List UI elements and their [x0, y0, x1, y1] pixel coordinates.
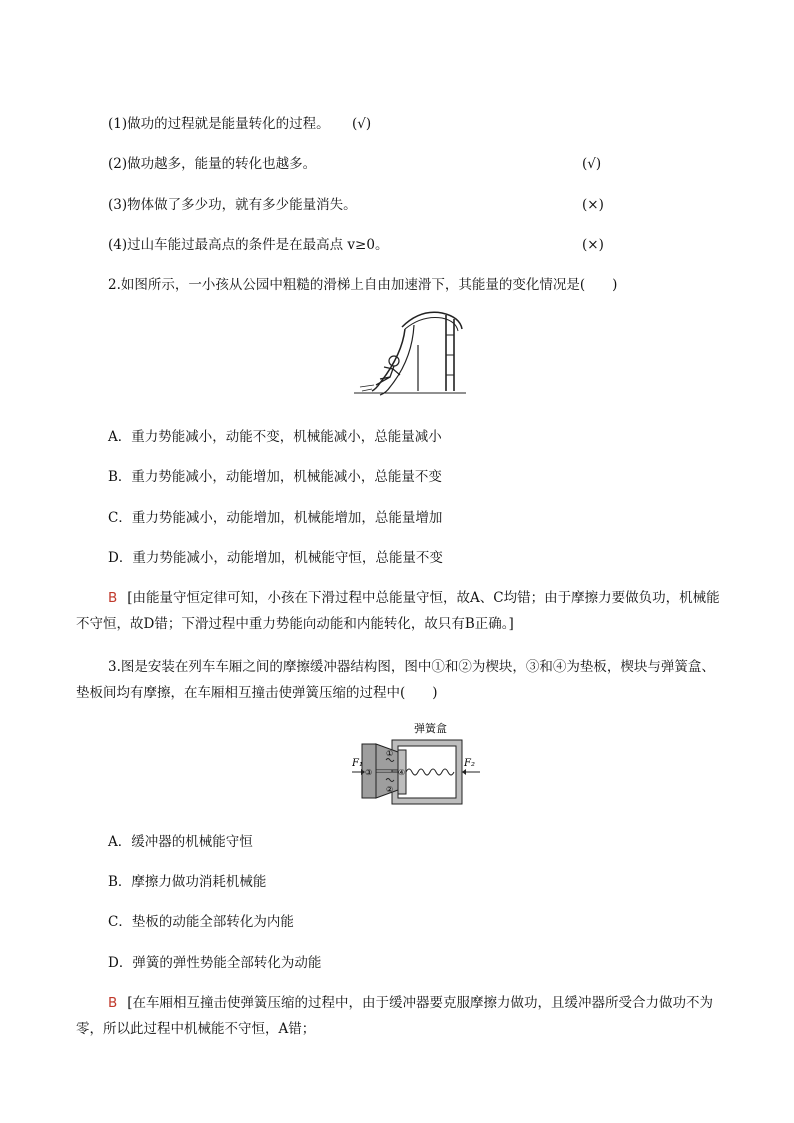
- question-3-stem: 3.图是安装在列车车厢之间的摩擦缓冲器结构图，图中①和②为楔块，③和④为垫板，楔块与弹簧盒、垫板间均有摩擦，在车厢相互撞击使弹簧压缩的过程中( ): [76, 659, 715, 701]
- wedge-1-label: ①: [386, 749, 394, 758]
- slide-figure: [350, 305, 470, 403]
- question-3-option-d: D．弹簧的弹性势能全部转化为动能: [108, 955, 322, 971]
- judgment-2-text: (2)做功越多，能量的转化也越多。: [108, 156, 317, 172]
- pad-3-label: ③: [365, 768, 373, 777]
- judgment-3-text: (3)物体做了多少功，就有多少能量消失。: [108, 197, 357, 213]
- judgment-3-mark: (×): [582, 197, 604, 213]
- force-f2-label: F₂: [464, 758, 475, 769]
- question-3-explanation: [在车厢相互撞击使弹簧压缩的过程中，由于缓冲器要克服摩擦力做功，且缓冲器所受合力做功不为零，所以此过程中机械能不守恒，A错；: [76, 995, 714, 1037]
- question-2-stem: 2.如图所示，一小孩从公园中粗糙的滑梯上自由加速滑下，其能量的变化情况是( ): [108, 277, 618, 293]
- judgment-2-mark: (√): [582, 156, 602, 172]
- question-2-option-a: A．重力势能减小，动能不变，机械能减小，总能量减小: [108, 429, 442, 445]
- question-3-option-b: B．摩擦力做功消耗机械能: [108, 874, 267, 890]
- spring-box-label: 弹簧盒: [414, 722, 447, 735]
- wedge-2-label: ②: [386, 785, 394, 794]
- question-3-block: [76, 654, 726, 706]
- judgment-1-text: (1)做功的过程就是能量转化的过程。: [108, 116, 330, 132]
- question-2-option-c: C．重力势能减小，动能增加，机械能增加，总能量增加: [108, 510, 443, 526]
- judgment-4-mark: (×): [582, 237, 604, 253]
- question-2-option-d: D．重力势能减小，动能增加，机械能守恒，总能量不变: [108, 550, 443, 566]
- question-3-answer-block: [76, 990, 726, 1042]
- pad-4-label: ④: [398, 768, 406, 777]
- judgment-4-text: (4)过山车能过最高点的条件是在最高点 v≥0。: [108, 237, 389, 253]
- question-2-explanation: [由能量守恒定律可知，小孩在下滑过程中总能量守恒，故A、C均错；由于摩擦力要做负功，机械能不守恒，故D错；下滑过程中重力势能向动能和内能转化，故只有B正确。]: [76, 590, 720, 632]
- question-3-option-c: C．垫板的动能全部转化为内能: [108, 914, 294, 930]
- question-2-answer: B: [108, 590, 118, 606]
- question-2-option-b: B．重力势能减小，动能增加，机械能减小，总能量不变: [108, 469, 442, 485]
- question-2-answer-block: [76, 585, 726, 637]
- question-3-answer: B: [108, 995, 118, 1011]
- buffer-figure: [352, 718, 482, 810]
- force-f1-label: F₁: [352, 758, 363, 769]
- judgment-1-mark: (√): [352, 116, 372, 132]
- question-3-option-a: A．缓冲器的机械能守恒: [108, 834, 253, 850]
